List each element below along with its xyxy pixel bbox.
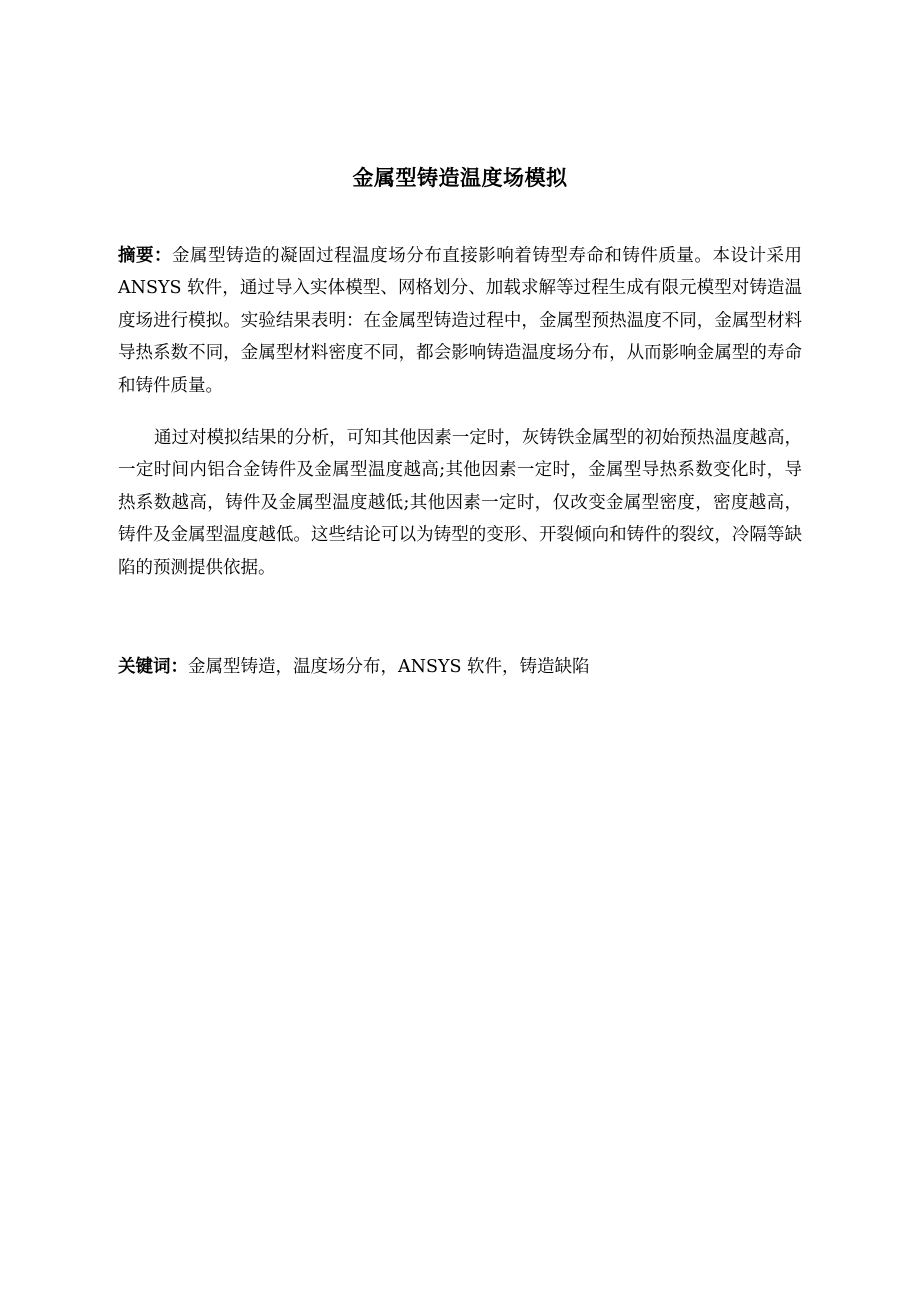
document-title: 金属型铸造温度场模拟 [352,165,568,190]
conclusion-paragraph: 通过对模拟结果的分析，可知其他因素一定时，灰铸铁金属型的初始预热温度越高，一定时间内铝合金铸件及金属型温度越高;其他因素一定时，金属型导热系数变化时，导热系数越高，铸件及金属型温度越低;其他因素一定时，仅改变金属型密度，密度越高，铸件及金属型温度越低。这些结论可以为铸型的变形、开裂倾向和铸件的裂纹，冷隔等缺陷的预测提供依据。 [118,428,802,578]
abstract-paragraph [118,240,802,402]
keywords-line [118,651,802,683]
keywords-label: 关键词： [118,657,188,677]
keywords-text: 金属型铸造，温度场分布，ANSYS 软件，铸造缺陷 [188,657,590,677]
abstract-text: 金属型铸造的凝固过程温度场分布直接影响着铸型寿命和铸件质量。本设计采用 ANSYS 软件，通过导入实体模型、网格划分、加载求解等过程生成有限元模型对铸造温度场进行模拟。实验结果表明：在金属型铸造过程中，金属型预热温度不同，金属型材料导热系数不同，金属型材料密度不同，都会影响铸造温度场分布，从而影响金属型的寿命和铸件质量。 [118,246,803,396]
abstract-label: 摘要： [118,246,173,266]
